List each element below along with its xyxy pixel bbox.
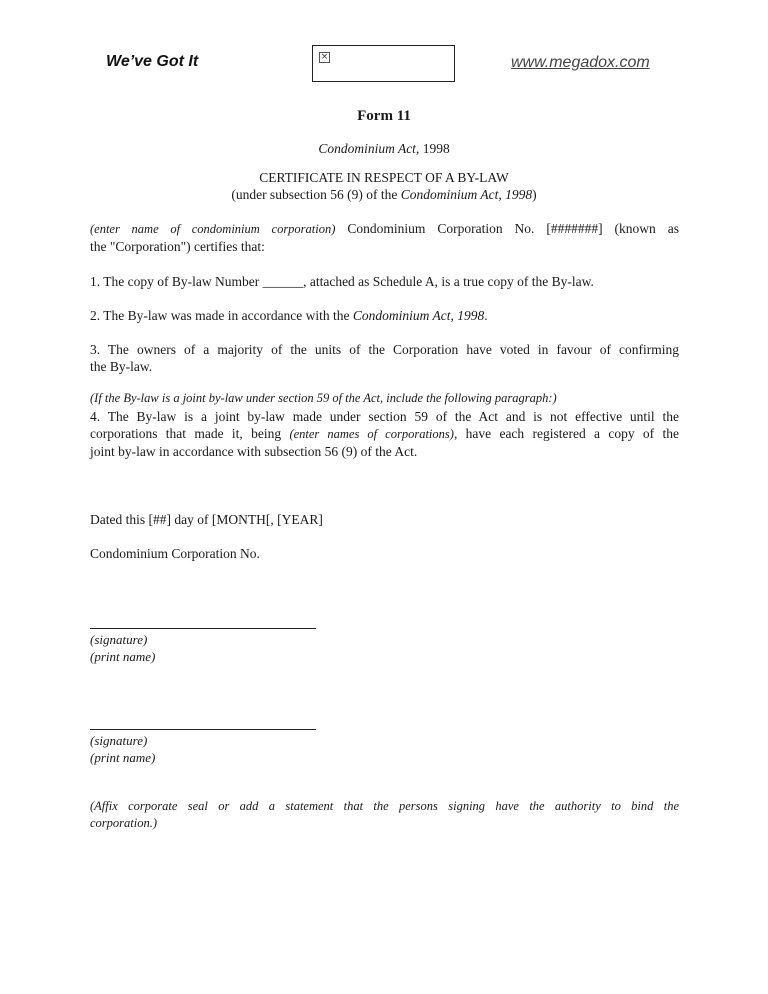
item-2-suffix: . — [484, 308, 488, 323]
certificate-heading — [0, 169, 768, 203]
intro-text-1: Condominium Corporation No. [#######] (known as — [335, 221, 679, 236]
joint-note: (If the By-law is a joint by-law under section 59 of the Act, include the following paragraph:) — [90, 391, 557, 405]
act-year: , 1998 — [415, 141, 450, 156]
item-4 — [90, 408, 679, 460]
item-2-act: Condominium Act, 1998 — [352, 308, 485, 323]
certificate-title: CERTIFICATE IN RESPECT OF A BY-LAW — [259, 170, 509, 185]
signature-line-1 — [90, 628, 316, 629]
intro-line-2: the "Corporation") certifies that: — [90, 239, 265, 254]
intro-placeholder: (enter name of condominium corporation) — [90, 222, 336, 236]
act-title — [0, 141, 768, 157]
item-4-line-2-suffix: , have each registered a copy of the — [453, 426, 679, 441]
header-url-link[interactable]: www.megadox.com — [511, 54, 650, 71]
subsection-line — [0, 186, 768, 203]
item-4-line-3: joint by-law in accordance with subsection 56 (9) of the Act. — [90, 444, 418, 459]
seal-note-line-1: (Affix corporate seal or add a statement that the persons signing have the authority to bind the — [90, 799, 679, 813]
header-image-placeholder — [312, 45, 455, 82]
signature-label-2: (signature) — [90, 733, 148, 748]
item-3-line-2: the By-law. — [90, 359, 153, 374]
item-2-prefix: 2. The By-law was made in accordance with the — [90, 308, 353, 323]
item-4-placeholder: (enter names of corporations) — [289, 427, 454, 441]
subsection-prefix: (under subsection 56 (9) of the — [231, 187, 401, 202]
print-name-label-2: (print name) — [90, 750, 156, 765]
dated-line: Dated this [##] day of [MONTH[, [YEAR] — [90, 512, 323, 527]
act-name: Condominium Act — [318, 141, 416, 156]
print-name-label-1: (print name) — [90, 649, 156, 664]
header-brand: We’ve Got It — [106, 53, 199, 70]
subsection-suffix: ) — [532, 187, 537, 202]
seal-note-line-2: corporation.) — [90, 816, 158, 830]
item-2 — [90, 307, 679, 324]
form-title: Form 11 — [357, 108, 411, 124]
item-3-line-1: 3. The owners of a majority of the units of the Corporation have voted in favour of confirming — [90, 342, 679, 357]
corporation-number-line: Condominium Corporation No. — [90, 546, 260, 561]
signature-line-2 — [90, 729, 316, 730]
intro-line-1 — [90, 220, 679, 238]
subsection-act: Condominium Act, 1998 — [400, 187, 533, 202]
seal-note — [90, 798, 679, 832]
item-3 — [90, 341, 679, 375]
item-4-line-2-prefix: corporations that made it, being — [90, 426, 290, 441]
item-1: 1. The copy of By-law Number ______, attached as Schedule A, is a true copy of the By-law. — [90, 274, 594, 289]
broken-image-icon: × — [320, 52, 329, 62]
signature-label-1: (signature) — [90, 632, 148, 647]
item-4-line-2 — [90, 425, 679, 443]
intro-paragraph — [90, 220, 679, 255]
item-4-line-1: 4. The By-law is a joint by-law made under section 59 of the Act and is not effective until the — [90, 409, 679, 424]
